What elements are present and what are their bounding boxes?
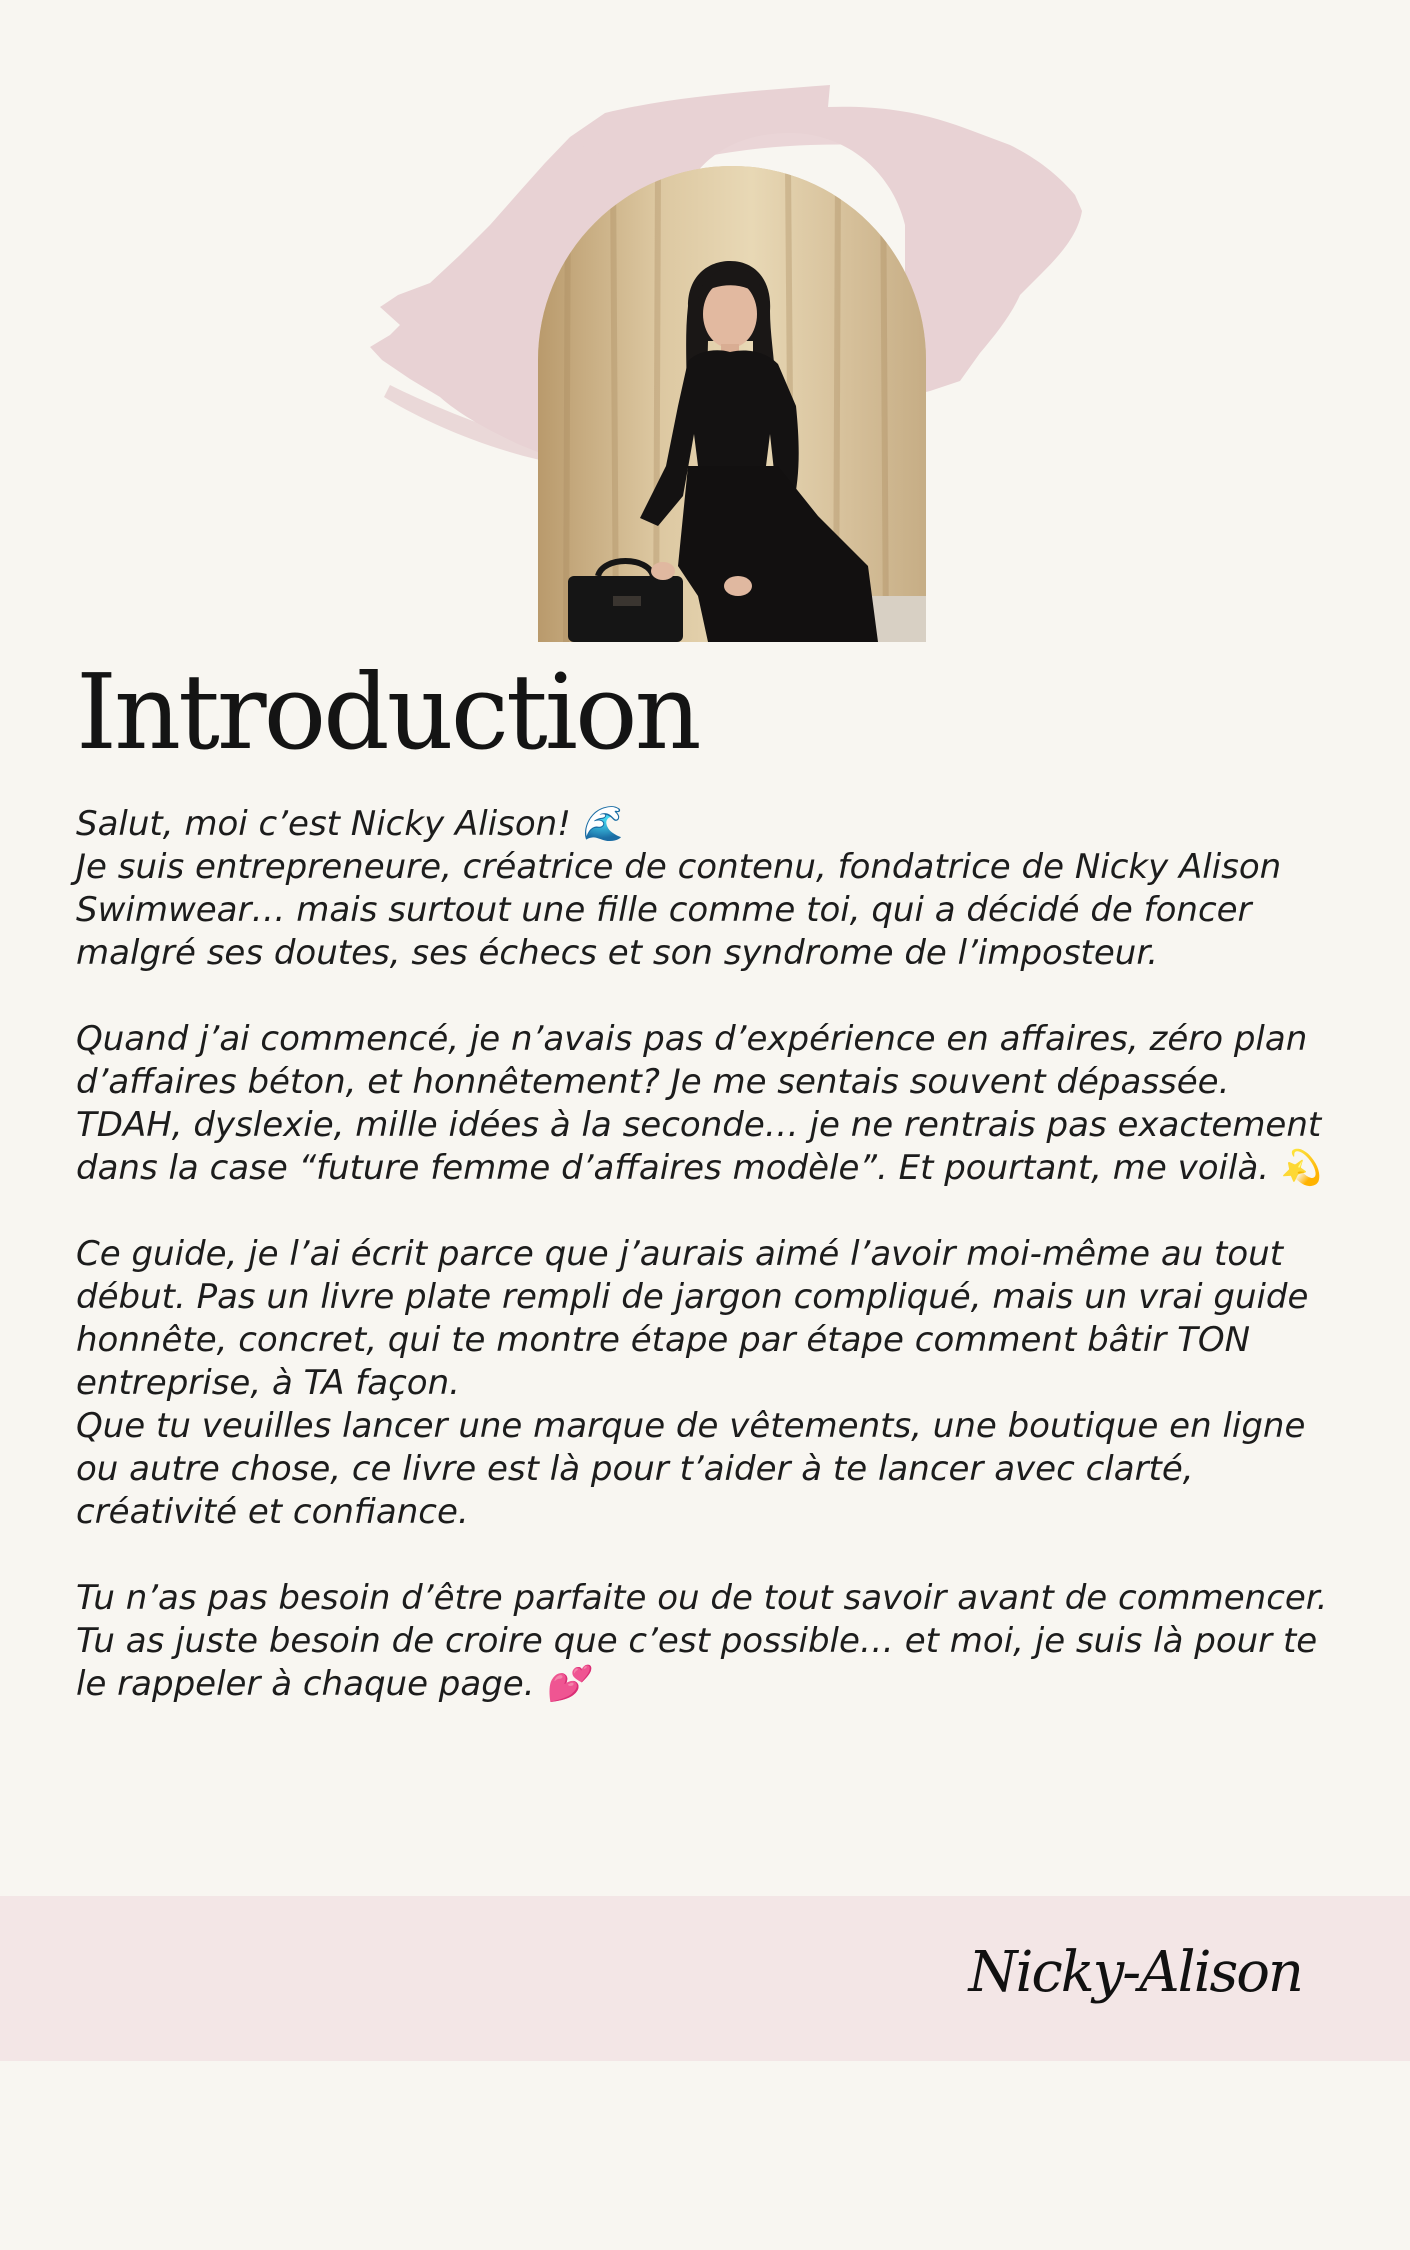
profile-photo	[538, 166, 926, 642]
footer-band	[0, 1896, 1410, 2061]
paragraph-line: Que tu veuilles lancer une marque de vêtements, une boutique en ligne ou autre chose, ce livre est là pour t’aider à te lancer avec clarté, créativité et confiance.	[76, 1406, 1306, 1532]
paragraph	[76, 1577, 1346, 1706]
paragraph-line: Je suis entrepreneure, créatrice de contenu, fondatrice de Nicky Alison Swimwear… mais surtout une fille comme toi, qui a décidé de foncer malgré ses doutes, ses échecs et son syndrome de l’imposteur.	[76, 847, 1282, 973]
paragraph	[76, 1018, 1346, 1190]
paragraph-line: Salut, moi c’est Nicky Alison! 🌊	[76, 804, 624, 844]
paragraph	[76, 803, 1346, 975]
paragraph-line: Quand j’ai commencé, je n’avais pas d’expérience en affaires, zéro plan d’affaires béton, et honnêtement? Je me sentais souvent dépassée. TDAH, dyslexie, mille idées à la seconde… je ne rentrais pas exactement dans la case “future femme d’affaires modèle”. Et pourtant, me voilà. 💫	[76, 1019, 1323, 1188]
paragraph-line: Ce guide, je l’ai écrit parce que j’aurais aimé l’avoir moi-même au tout début. Pas un livre plate rempli de jargon compliqué, mais un vrai guide honnête, concret, qui te montre étape par étape comment bâtir TON entreprise, à TA façon.	[76, 1234, 1309, 1403]
intro-body	[76, 803, 1346, 1749]
paragraph-line: Tu n’as pas besoin d’être parfaite ou de tout savoir avant de commencer. Tu as juste besoin de croire que c’est possible… et moi, je suis là pour te le rappeler à chaque page. 💕	[76, 1578, 1328, 1704]
paragraph	[76, 1233, 1346, 1534]
signature: Nicky-Alison	[968, 1940, 1302, 2005]
page-title: Introduction	[76, 651, 699, 773]
